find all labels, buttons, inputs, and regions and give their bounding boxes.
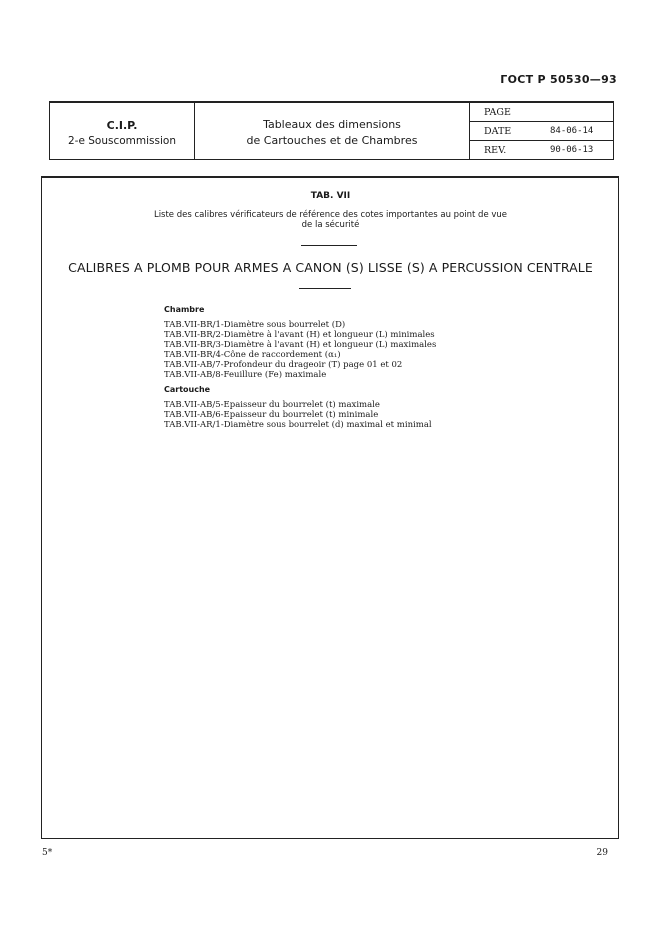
metadata-cell: [470, 103, 613, 159]
page-label: PAGE: [484, 107, 511, 118]
date-row: [470, 122, 613, 141]
cartouche-section: [164, 385, 432, 430]
list-item: TAB.VII-BR/3-Diamètre à l'avant (H) et longueur (L) maximales: [164, 340, 437, 350]
content-frame: [41, 176, 619, 839]
org-name: C.I.P.: [106, 119, 138, 132]
chambre-section: [164, 305, 436, 380]
page-number: 29: [596, 848, 608, 858]
title-line-1: Tableaux des dimensions: [263, 118, 401, 131]
page-row: [470, 103, 613, 122]
date-label: DATE: [484, 126, 512, 137]
cartouche-title: Cartouche: [164, 385, 211, 394]
standard-number: ГОСТ Р 50530—93: [500, 73, 617, 86]
chambre-title: Chambre: [164, 305, 205, 314]
rev-value: 90-06-13: [550, 145, 594, 155]
footer-signature-mark: 5*: [42, 848, 53, 858]
subtitle: [0, 210, 661, 230]
list-item: TAB.VII-AR/1-Diamètre sous bourrelet (d) maximal et minimal: [164, 420, 432, 430]
list-item: TAB.VII-AB/6-Epaisseur du bourrelet (t) minimale: [164, 410, 379, 420]
subtitle-line-1: Liste des calibres vérificateurs de référence des cotes importantes au point de vue: [153, 210, 508, 220]
table-title: TAB. VII: [310, 191, 351, 201]
divider-rule: [299, 288, 351, 289]
title-line-2: de Cartouches et de Chambres: [246, 134, 418, 147]
list-item: TAB.VII-BR/2-Diamètre à l'avant (H) et longueur (L) minimales: [164, 330, 435, 340]
main-heading: CALIBRES A PLOMB POUR ARMES A CANON (S) LISSE (S) A PERCUSSION CENTRALE: [68, 260, 593, 275]
organization-cell: [50, 103, 195, 159]
list-item: TAB.VII-AB/8-Feuillure (Fe) maximale: [164, 370, 327, 380]
list-item: TAB.VII-AB/5-Epaisseur du bourrelet (t) maximale: [164, 400, 380, 410]
header-table: [49, 101, 614, 160]
subcommission: 2-e Souscommission: [68, 135, 176, 147]
list-item: TAB.VII-AB/7-Profondeur du drageoir (T) page 01 et 02: [164, 360, 403, 370]
list-item: TAB.VII-BR/4-Cône de raccordement (α₁): [164, 350, 341, 360]
subtitle-line-2: de la sécurité: [301, 220, 360, 230]
date-value: 84-06-14: [550, 126, 594, 136]
rev-label: REV.: [484, 145, 507, 156]
rev-row: [470, 141, 613, 160]
list-item: TAB.VII-BR/1-Diamètre sous bourrelet (D): [164, 320, 346, 330]
divider-rule: [301, 245, 357, 246]
document-title-cell: [195, 103, 470, 159]
